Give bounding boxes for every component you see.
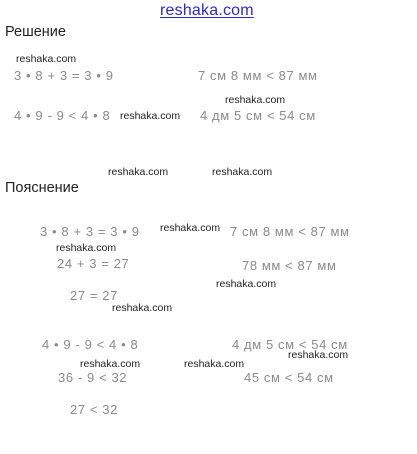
watermark: reshaka.com	[184, 358, 245, 370]
watermark: reshaka.com	[56, 242, 117, 254]
explanation-expression-1: 3 • 8 + 3 = 3 • 9	[40, 224, 140, 239]
watermark: reshaka.com	[108, 166, 169, 178]
explanation-comparison-2: 4 дм 5 см < 54 см	[232, 337, 348, 352]
watermark: reshaka.com	[216, 278, 277, 290]
explanation-conversion-2: 45 см < 54 см	[244, 370, 334, 385]
explanation-conversion-1: 78 мм < 87 мм	[242, 258, 337, 273]
explanation-comparison-1: 7 см 8 мм < 87 мм	[230, 224, 350, 239]
explanation-result-2: 27 < 32	[70, 402, 118, 417]
solution-comparison-1: 7 см 8 мм < 87 мм	[198, 68, 318, 83]
watermark: reshaka.com	[160, 222, 221, 234]
watermark: reshaka.com	[16, 53, 77, 65]
watermark: reshaka.com	[80, 358, 141, 370]
watermark: reshaka.com	[120, 110, 181, 122]
watermark: reshaka.com	[212, 166, 273, 178]
explanation-result-1: 27 = 27	[70, 288, 118, 303]
solution-expression-2: 4 • 9 - 9 < 4 • 8	[14, 108, 111, 123]
explanation-expression-2: 4 • 9 - 9 < 4 • 8	[42, 337, 139, 352]
explanation-step-1: 24 + 3 = 27	[57, 256, 130, 271]
watermark: reshaka.com	[288, 349, 349, 361]
watermark: reshaka.com	[112, 302, 173, 314]
solution-expression-1: 3 • 8 + 3 = 3 • 9	[14, 68, 114, 83]
explanation-step-2: 36 - 9 < 32	[58, 370, 128, 385]
solution-heading: Решение	[5, 24, 66, 40]
site-logo-link[interactable]: reshaka.com	[160, 2, 254, 19]
explanation-heading: Пояснение	[5, 180, 79, 196]
watermark: reshaka.com	[225, 94, 286, 106]
solution-comparison-2: 4 дм 5 см < 54 см	[200, 108, 316, 123]
